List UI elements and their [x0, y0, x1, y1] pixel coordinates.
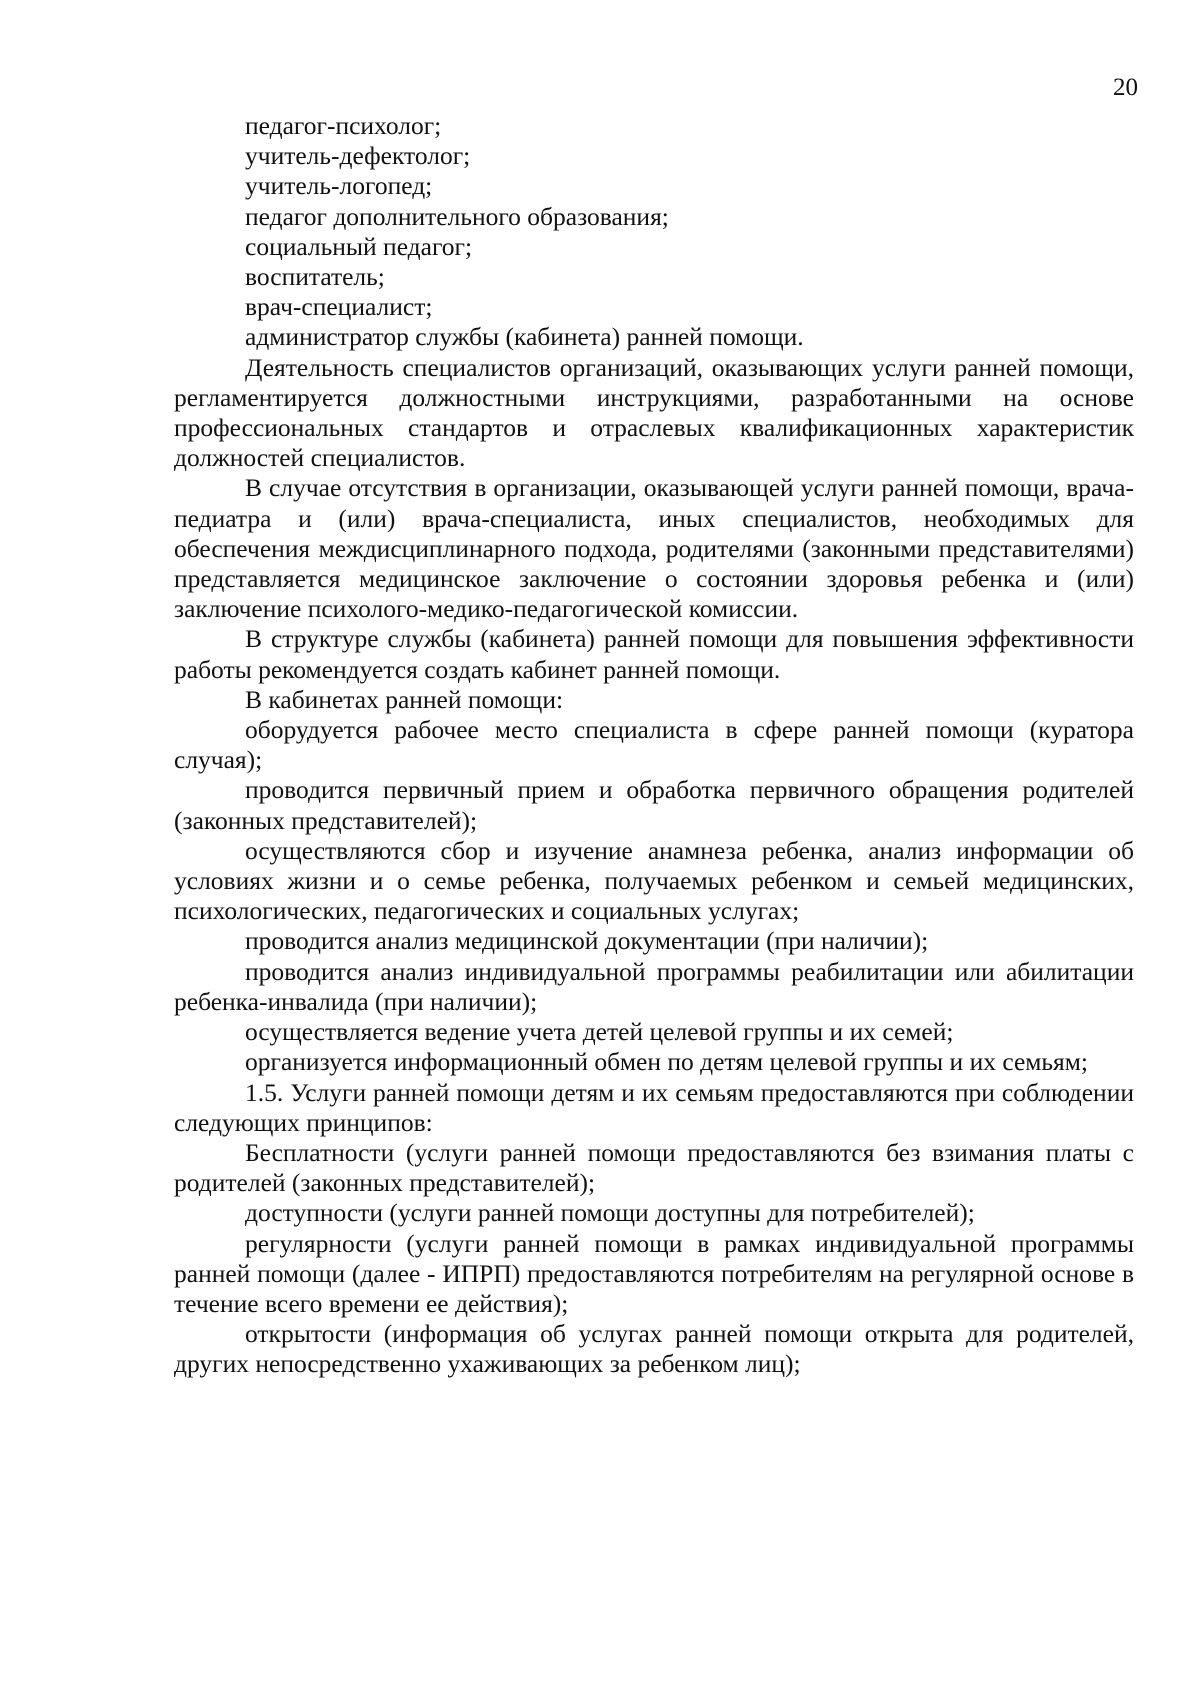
paragraph: организуется информационный обмен по детям целевой группы и их семьям;: [245, 1047, 1089, 1077]
paragraph: оборудуется рабочее место специалиста в сфере ранней помощи (куратора случая);: [174, 715, 1134, 775]
paragraph: доступности (услуги ранней помощи доступны для потребителей);: [245, 1198, 975, 1228]
list-item: педагог-психолог;: [245, 111, 442, 140]
paragraph: В случае отсутствия в организации, оказывающей услуги ранней помощи, врача-педиатра и (или) врача-специалиста, иных специалистов, необходимых для обеспечения междисциплинарного подхода, родителями (законными представителями) представляется медицинское заключение о состоянии здоровья ребенка и (или) заключение психолого-медико-педагогической комиссии.: [174, 473, 1134, 624]
paragraph: осуществляется ведение учета детей целевой группы и их семей;: [245, 1017, 954, 1047]
document-body: [174, 111, 1134, 1380]
paragraph: Деятельность специалистов организаций, оказывающих услуги ранней помощи, регламентируется должностными инструкциями, разработанными на основе профессиональных стандартов и отраслевых квалификационных характеристик должностей специалистов.: [174, 352, 1134, 473]
list-item: администратор службы (кабинета) ранней помощи.: [245, 322, 804, 352]
paragraph: В кабинетах ранней помощи:: [245, 684, 564, 714]
paragraph: проводится первичный прием и обработка первичного обращения родителей (законных представителей);: [174, 775, 1134, 835]
paragraph: осуществляются сбор и изучение анамнеза ребенка, анализ информации об условиях жизни и о семье ребенка, получаемых ребенком и семьей медицинских, психологических, педагогических и социальных услугах;: [174, 835, 1134, 926]
paragraph: регулярности (услуги ранней помощи в рамках индивидуальной программы ранней помощи (далее - ИПРП) предоставляются потребителям на регулярной основе в течение всего времени ее действия);: [174, 1228, 1134, 1318]
list-item: социальный педагог;: [245, 231, 473, 261]
paragraph: проводится анализ индивидуальной программы реабилитации или абилитации ребенка-инвалида (при наличии);: [174, 956, 1134, 1016]
paragraph: В структуре службы (кабинета) ранней помощи для повышения эффективности работы рекомендуется создать кабинет ранней помощи.: [174, 624, 1134, 684]
page-number: 20: [1113, 74, 1138, 101]
list-item: учитель-дефектолог;: [245, 141, 471, 171]
list-item: учитель-логопед;: [245, 171, 433, 201]
paragraph: открытости (информация об услугах ранней помощи открыта для родителей, других непосредственно ухаживающих за ребенком лиц);: [174, 1319, 1134, 1379]
paragraph: Бесплатности (услуги ранней помощи предоставляются без взимания платы с родителей (законных представителей);: [174, 1137, 1134, 1198]
paragraph: 1.5. Услуги ранней помощи детям и их семьям предоставляются при соблюдении следующих принципов:: [174, 1077, 1134, 1137]
list-item: педагог дополнительного образования;: [245, 201, 669, 231]
list-item: врач-специалист;: [245, 292, 433, 322]
list-item: воспитатель;: [245, 262, 385, 292]
paragraph: проводится анализ медицинской документации (при наличии);: [245, 926, 929, 956]
